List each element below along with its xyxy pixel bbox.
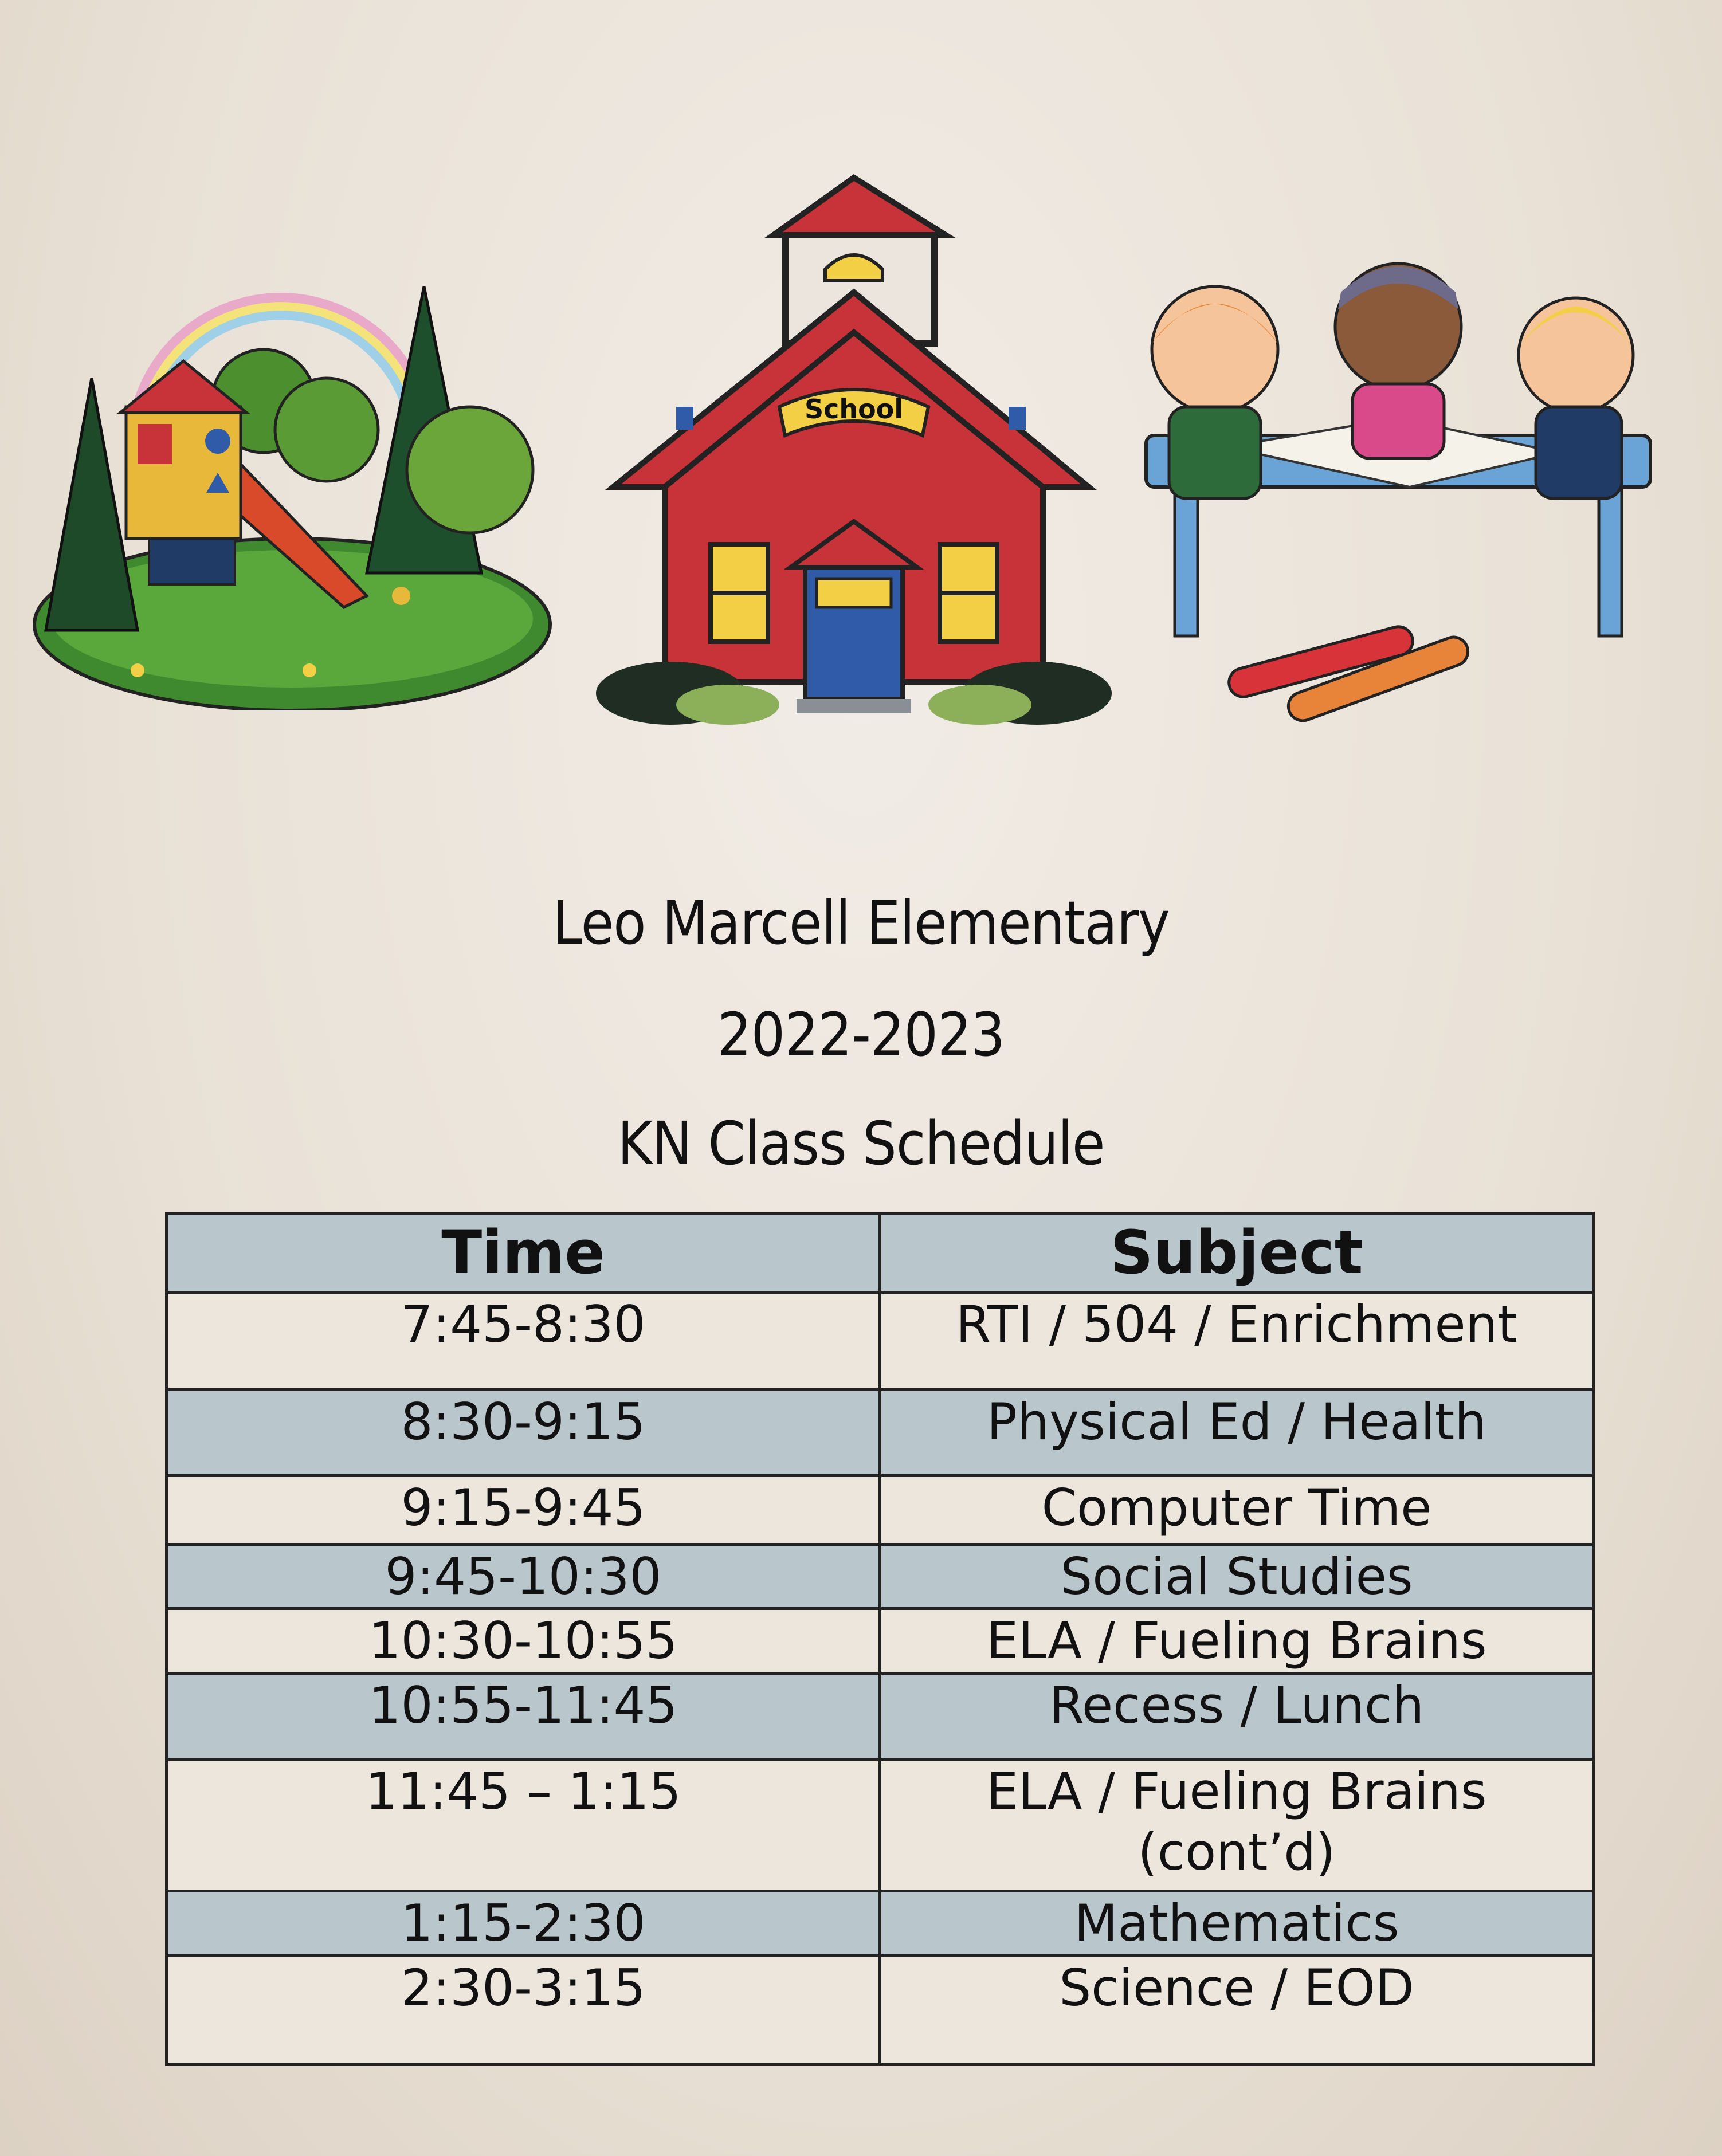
schoolhouse-illustration [585,166,1112,728]
table-row [167,1544,1594,1609]
time-cell: 11:45 – 1:15 [167,1759,880,1891]
table-row [167,1891,1594,1955]
table-header-row [167,1214,1594,1293]
table-row [167,1759,1594,1891]
school-name: Leo Marcell Elementary [552,888,1170,958]
time-cell: 8:30-9:15 [167,1389,880,1475]
time-cell: 7:45-8:30 [167,1292,880,1389]
time-cell: 10:30-10:55 [167,1609,880,1674]
subject-cell: RTI / 504 / Enrichment [880,1292,1594,1389]
subject-cell: Computer Time [880,1475,1594,1544]
schedule-title: KN Class Schedule [617,1109,1105,1179]
subject-cell: Recess / Lunch [880,1673,1594,1759]
time-cell: 1:15-2:30 [167,1891,880,1955]
time-cell: 10:55-11:45 [167,1673,880,1759]
subject-cell [880,1759,1594,1891]
time-cell: 9:45-10:30 [167,1544,880,1609]
time-cell: 9:15-9:45 [167,1475,880,1544]
table-row [167,1389,1594,1475]
subject-cell: Mathematics [880,1891,1594,1955]
subject-cell: Science / EOD [880,1955,1594,2064]
subject-cell: Physical Ed / Health [880,1389,1594,1475]
table-row [167,1292,1594,1389]
subject-cell: ELA / Fueling Brains [880,1609,1594,1674]
table-row [167,1609,1594,1674]
school-sign-text: School [804,394,904,425]
children-drawing-illustration [1112,246,1685,739]
school-year: 2022-2023 [717,1000,1005,1070]
column-header-time: Time [167,1214,880,1293]
table-row [167,1475,1594,1544]
playground-illustration [23,275,567,710]
subject-line-1: ELA / Fueling Brains [986,1761,1487,1821]
subject-cell: Social Studies [880,1544,1594,1609]
schedule-table [165,1212,1595,2066]
time-cell: 2:30-3:15 [167,1955,880,2064]
column-header-subject: Subject [880,1214,1594,1293]
table-row [167,1673,1594,1759]
subject-line-2: (cont’d) [1137,1822,1336,1882]
table-row [167,1955,1594,2064]
